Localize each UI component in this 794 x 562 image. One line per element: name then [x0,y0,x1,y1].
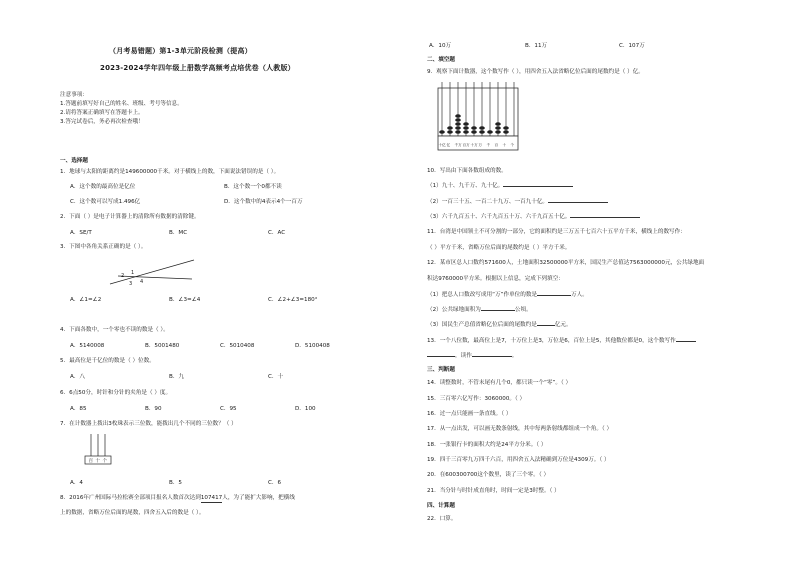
q13-text: 。 [511,353,518,359]
q13-text: 13．一个八位数，最高位上是7，十万位上是3，万位是6，百位上是5，其他数位都是0，这个数写作 [427,338,676,344]
counter-label: 个 [102,459,107,464]
q12-3-text: （3）国民生产总值省略亿位后面的尾数约是 [427,322,537,328]
question-6: 6．6点50分，时针和分针的夹角是（ ）度。 [60,390,172,396]
abacus-bead [495,122,501,126]
question-9: 9．观察下面计数器，这个数写作（ ），用四舍五入法省略亿位后面的尾数约是（ ）亿。 [427,69,644,75]
question-11-cont: （ ）平方千米，省略万位后面的尾数约是（ ）平方千米。 [427,245,571,251]
question-12-cont: 积达9760000平方米。根据以上信息，完成下列填空： [427,276,564,282]
option: A．5140008 [70,343,105,349]
abacus-bead [455,118,461,122]
abacus-figure [437,82,519,152]
option: D．这个数中的4表示4个一百万 [224,199,303,205]
answer-blank [503,186,573,187]
abacus-label: 个 [510,143,515,147]
abacus-label: 千 [486,143,491,147]
option: B．九 [169,374,185,380]
question-12: 12．某市区总人口数约571600人，土地面积32500000平方米，国民生产总值达7563000000元，公共绿地面 [427,260,705,266]
abacus-bead [503,126,509,130]
abacus-bead [471,130,477,134]
q12-2-text: （2）公共绿地面积为 [427,307,481,313]
abacus-bead [479,126,485,130]
abacus-bead [503,130,509,134]
abacus-bead [455,114,461,118]
abacus-bead [495,126,501,130]
question-10-3-text: （3）六千九百五十、六千九百五十万、六千九百五十亿。 [427,214,571,220]
abacus-bead [447,130,453,134]
judge-question: 15．三百零六亿写作：3060000。（ ） [427,396,526,402]
option: B．90 [145,406,162,412]
option: B．11万 [525,43,548,49]
notes-heading: 注意事项： [60,92,88,98]
abacus-bead [479,130,485,134]
abacus-bead [463,130,469,134]
abacus-label: 亿 [446,143,451,147]
question-8 [60,495,295,503]
answer-blank [537,325,555,326]
question-10: 10．写出由下面各数组成的数。 [427,168,507,174]
question-8-cont: 上的数据，省略万位后面的尾数，四舍五入后的数是（ ）。 [60,510,205,516]
question-4: 4．下面各数中，一个零也不读的数是（ ）。 [60,327,169,333]
option: A．这个数的最高位是亿位 [70,184,136,190]
question-13 [427,338,696,345]
option: A．4 [70,480,83,486]
section-heading-judge: 三、判断题 [427,367,455,373]
option: C．107万 [619,43,645,49]
answer-blank [548,202,608,203]
judge-question: 19．四千三百零九万四千六百，用四舍五入法精确到万位是4309万。（ ） [427,457,610,463]
answer-blank [472,356,512,357]
option: A．∠1=∠2 [70,297,102,303]
exam-subtitle: 2023-2024学年四年级上册数学高频考点培优卷（人教版） [100,64,295,72]
question-13-cont [427,353,517,360]
option: D．5100408 [295,343,330,349]
section-heading-fill: 二、填空题 [427,57,455,63]
question-8-number: 107417 [200,495,223,501]
question-8-text: 人，为了能扩大影响，把横线 [222,495,295,501]
abacus-label: 十亿 [438,143,446,147]
abacus-bead [447,126,453,130]
option: B．MC [169,230,188,236]
abacus-label: 十万 [470,143,478,147]
question-10-2-text: （2）一百三十五、一百二十九万、一百九十亿。 [427,199,549,205]
question-10-1-text: （1）九十、九千万、九十亿。 [427,183,504,189]
judge-question: 20．在600300700这个数里，读了三个零。（ ） [427,472,550,478]
option: D．100 [295,406,316,412]
abacus-label: 万 [478,143,483,147]
abacus-bead [495,130,501,134]
option: C．AC [268,230,286,236]
abacus-bead [439,130,445,134]
counter-label: 十 [95,459,100,464]
question-7: 7．在计数器上拨出3枚珠表示三位数，能拨出几个不同的三位数？（ ） [60,421,237,427]
angle-label: 4 [140,279,144,285]
option: A．85 [70,406,87,412]
option: C．95 [220,406,237,412]
question-22: 22．口算。 [427,516,457,522]
abacus-bead [455,130,461,134]
angle-figure [108,254,198,292]
angle-label: 3 [129,281,133,287]
option: C．∠2+∠3=180° [268,297,318,303]
note-line: 2.请将答案正确填写在答题卡上。 [60,110,144,116]
abacus-bead [463,122,469,126]
option: C．5010408 [220,343,255,349]
question-1: 1．地球与太阳的距离约是149600000千米。对于横线上的数，下面说法错误的是（ ）。 [60,169,280,175]
question-10-2 [427,199,608,206]
counter-figure [84,432,112,466]
question-12-1 [427,292,588,299]
judge-question: 17．从一点出发，可以画无数条射线，其中每两条射线都组成一个角。（ ） [427,426,613,432]
abacus-label: 千万 [454,143,462,147]
q12-2-unit: 公顷。 [514,307,532,313]
abacus-bead [471,126,477,130]
answer-blank [537,295,571,296]
option: C．这个数可以写成1.496亿 [70,199,141,205]
counter-label: 百 [88,459,93,464]
question-12-2 [427,307,532,314]
question-10-1 [427,183,573,190]
abacus-label: 百万 [462,143,470,147]
question-8-text: 8．2016年广州国际马拉松赛全部项目报名人数首次达到 [60,495,201,501]
abacus-bead [455,126,461,130]
judge-question: 21．当分针与时针成直角时，时间一定是3时整。（ ） [427,488,560,494]
question-5: 5．最高位是千亿位的数是（ ）位数。 [60,358,155,364]
section-heading-calc: 四、计算题 [427,503,455,509]
q12-1-unit: 万人。 [571,292,588,298]
answer-blank [427,356,455,357]
question-2: 2．下面（ ）是电子计算器上的清除所有数据的清除键。 [60,214,200,220]
note-line: 3.答完试卷后，务必再次检查哦！ [60,119,144,125]
q12-1-text: （1）把总人口数改写成用“万”作单位的数是 [427,292,538,298]
judge-question: 14．读整数时，不管末尾有几个0，都只读一个“零”。（ ） [427,380,572,386]
abacus-bead [463,126,469,130]
question-3: 3．下图中各角关系正确的是（ ）。 [60,244,147,250]
q12-3-unit: 亿元。 [554,322,572,328]
judge-question: 18．一张银行卡的面积大约是24平方分米。（ ） [427,442,547,448]
option: B．5 [169,480,182,486]
abacus-bead [487,130,493,134]
exam-title: （月考易错题）第1-3单元阶段检测（提高） [109,47,252,55]
section-heading-choice: 一、选择题 [60,158,88,164]
option: A．10万 [429,43,452,49]
angle-label: 1 [131,270,135,276]
note-line: 1.答题前填写好自己的姓名、班级、考号等信息。 [60,101,183,107]
option: C．6 [268,480,282,486]
question-10-3 [427,214,640,221]
answer-blank [570,217,640,218]
question-12-3 [427,322,572,329]
option: B．这个数一个0都不读 [224,184,282,190]
option: A．SE/T [70,230,92,236]
abacus-bead [455,122,461,126]
q13-text: ，读作 [455,353,472,359]
answer-blank [676,341,696,342]
abacus-label: 百 [494,143,499,147]
judge-question: 16．过一点只能画一条直线。（ ） [427,411,512,417]
option: C．十 [268,374,284,380]
option: B．5001480 [145,343,180,349]
abacus-label: 十 [502,143,507,147]
option: B．∠3=∠4 [169,297,201,303]
answer-blank [481,310,515,311]
question-11: 11．台湾是中国领土不可分割的一部分，它的面积约是三万五千七百六十五平方千米，横线上的数写作： [427,229,686,235]
angle-label: 2 [121,273,125,279]
option: A．八 [70,374,86,380]
